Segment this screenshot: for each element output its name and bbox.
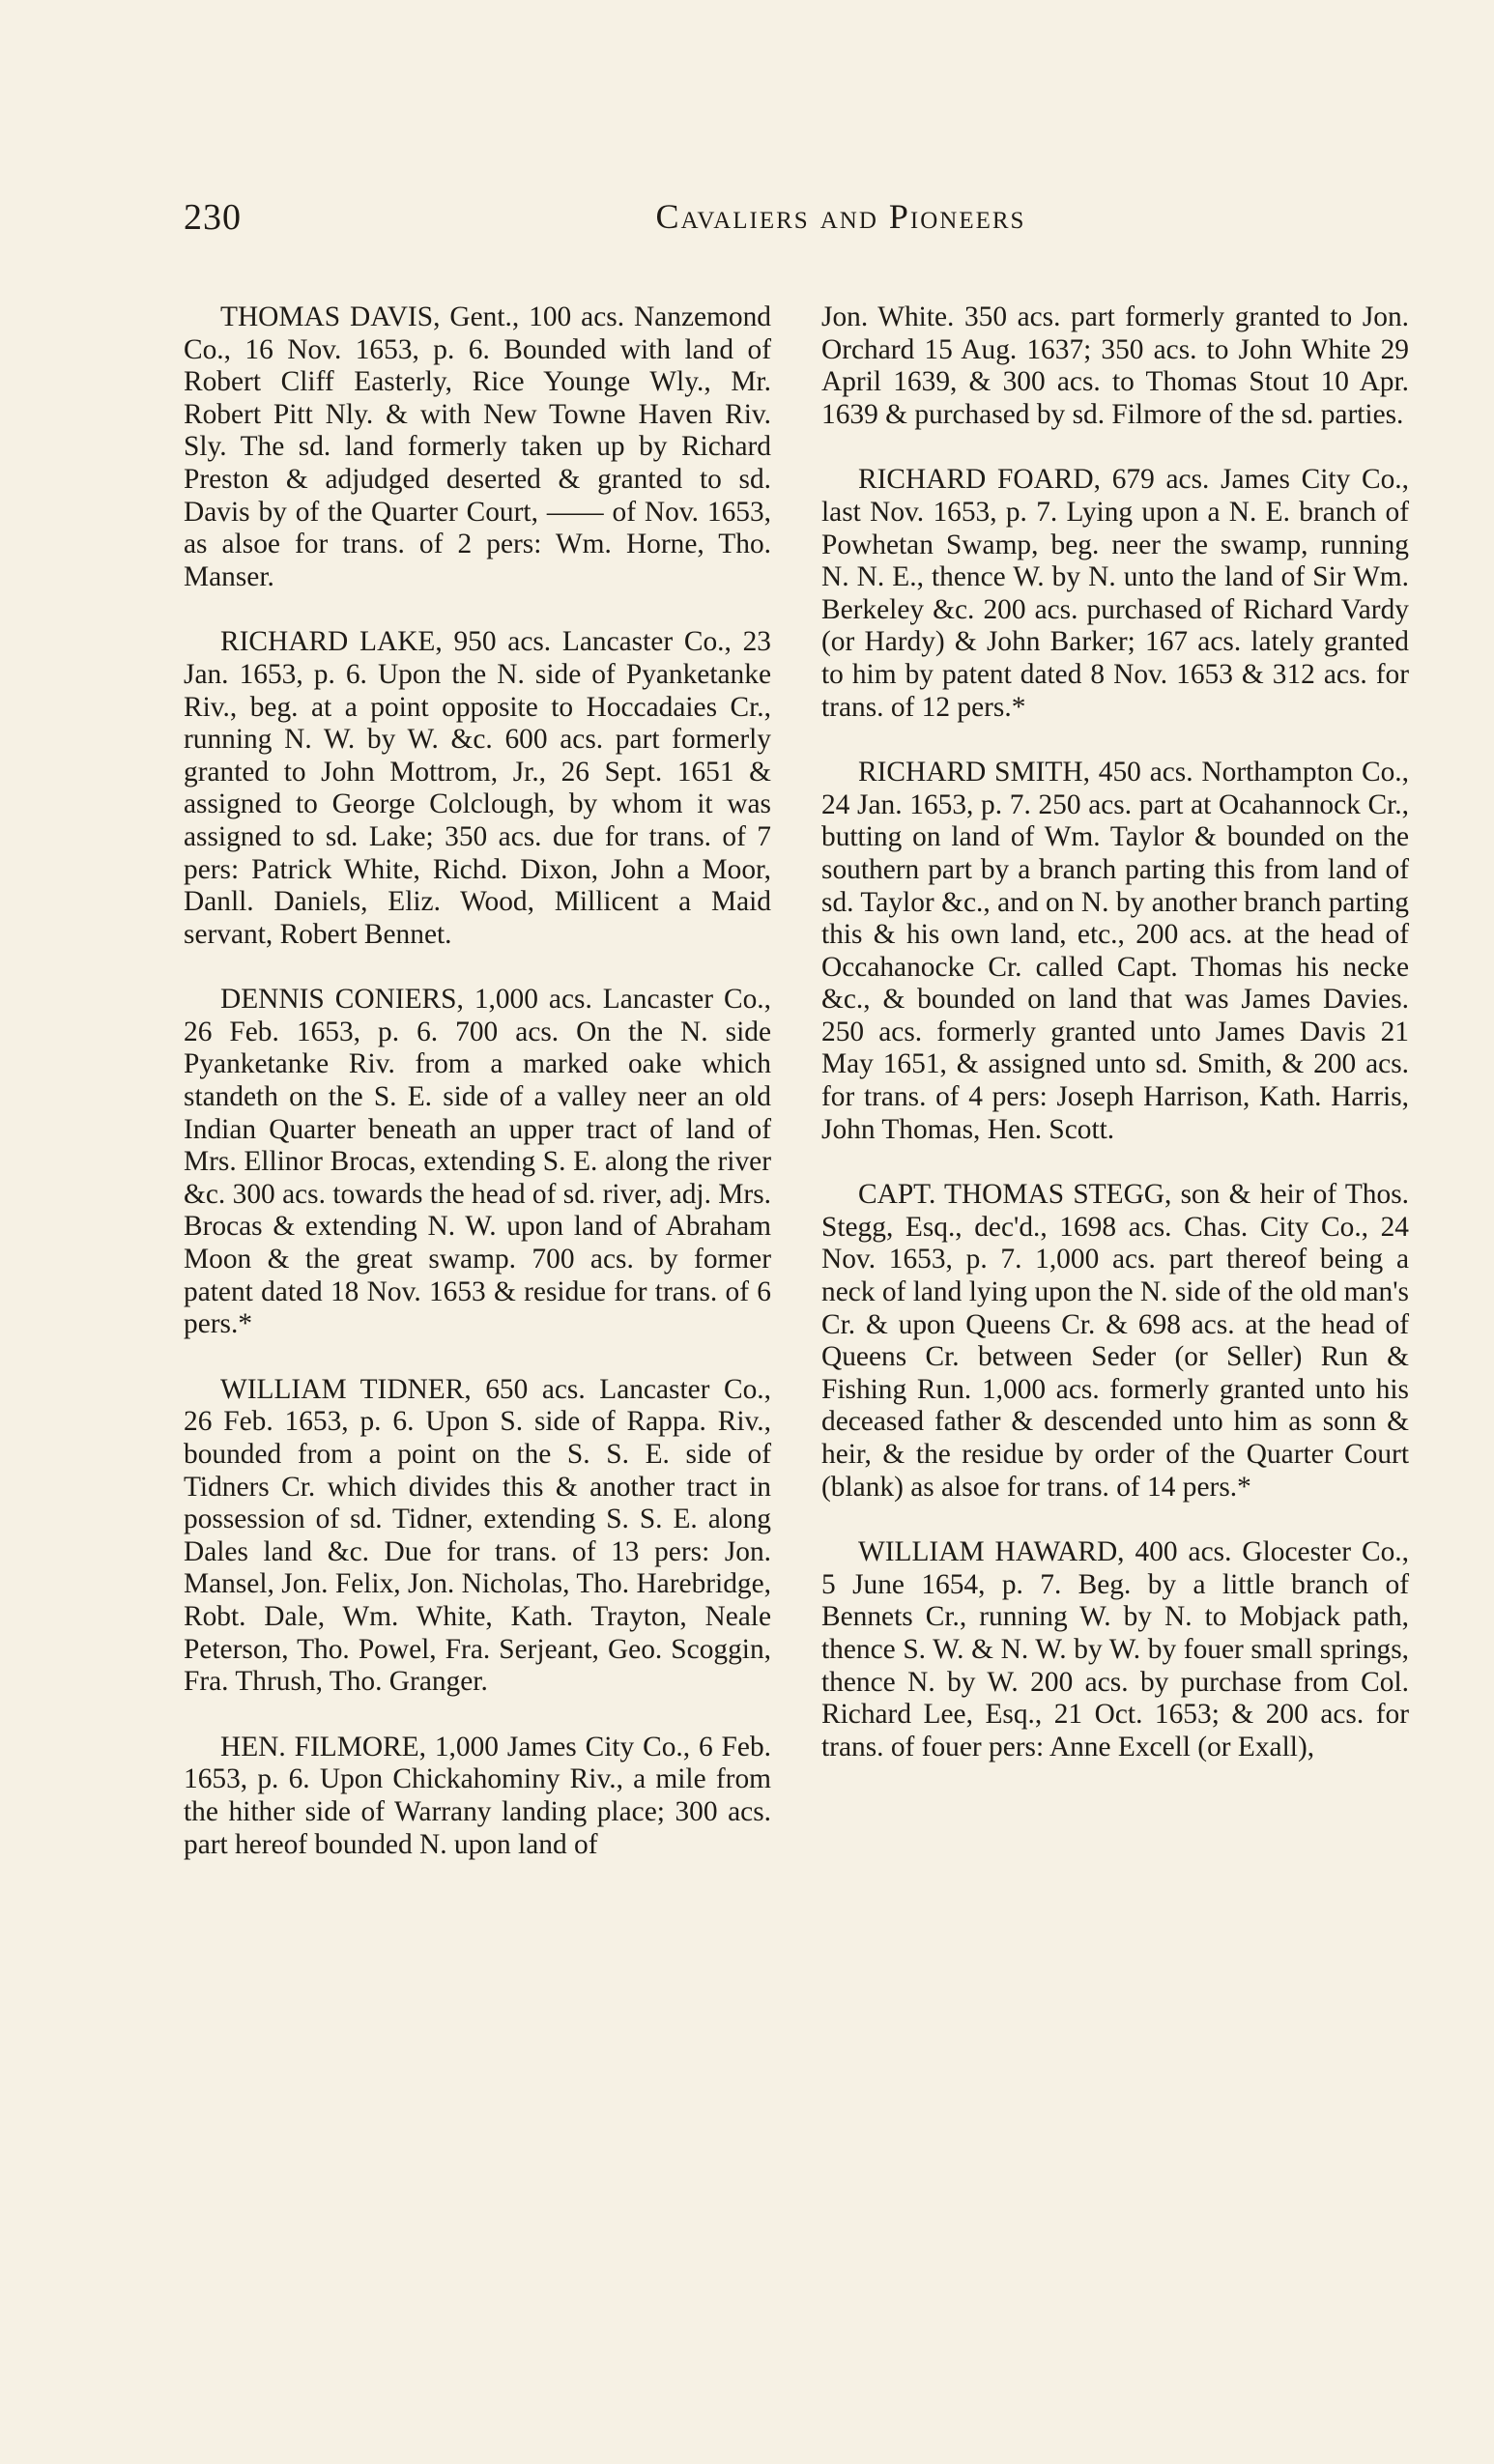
patent-entry-richard-lake: RICHARD LAKE, 950 acs. Lancaster Co., 23 Jan. 1653, p. 6. Upon the N. side of Pyanketanke Riv., beg. at a point opposite to Hoccadaies Cr., running N. W. by W. &c. 600 acs. part formerly granted to John Mottrom, Jr., 26 Sept. 1651 & assigned to George Colclough, by whom it was assigned to sd. Lake; 350 acs. due for trans. of 7 pers: Patrick White, Richd. Dixon, John a Moor, Danll. Daniels, Eliz. Wood, Millicent a Maid servant, Robert Bennet. [184, 626, 771, 950]
right-column [821, 301, 1409, 1796]
patent-entry-dennis-coniers: DENNIS CONIERS, 1,000 acs. Lancaster Co., 26 Feb. 1653, p. 6. 700 acs. On the N. side Pyanketanke Riv. from a marked oake which standeth on the S. E. side of a valley neer an old Indian Quarter beneath an upper tract of land of Mrs. Ellinor Brocas, extending S. E. along the river &c. 300 acs. towards the head of sd. river, adj. Mrs. Brocas & extending N. W. upon land of Abraham Moon & the great swamp. 700 acs. by former patent dated 18 Nov. 1653 & residue for trans. of 6 pers.* [184, 984, 771, 1340]
patent-entry-william-haward: WILLIAM HAWARD, 400 acs. Glocester Co., 5 June 1654, p. 7. Beg. by a little branch of Bennets Cr., running W. by N. to Mobjack path, thence S. W. & N. W. by W. by fouer small springs, thence N. by W. 200 acs. by purchase from Col. Richard Lee, Esq., 21 Oct. 1653; & 200 acs. for trans. of fouer pers: Anne Excell (or Exall), [821, 1536, 1409, 1762]
running-title: Cavaliers and Pioneers [655, 197, 1026, 236]
patent-entry-thomas-stegg: CAPT. THOMAS STEGG, son & heir of Thos. Stegg, Esq., dec'd., 1698 acs. Chas. City Co., 24 Nov. 1653, p. 7. 1,000 acs. part thereof being a neck of land lying upon the N. side of the old man's Cr. & upon Queens Cr. & 698 acs. at the head of Queens Cr. between Seder (or Seller) Run & Fishing Run. 1,000 acs. formerly granted unto his deceased father & descended unto him as sonn & heir, & the residue by order of the Quarter Court (blank) as alsoe for trans. of 14 pers.* [821, 1179, 1409, 1503]
left-column [184, 301, 771, 1894]
page-number: 230 [184, 197, 242, 238]
patent-entry-richard-foard: RICHARD FOARD, 679 acs. James City Co., last Nov. 1653, p. 7. Lying upon a N. E. branch of Powhetan Swamp, beg. neer the swamp, running N. N. E., thence W. by N. unto the land of Sir Wm. Berkeley &c. 200 acs. purchased of Richard Vardy (or Hardy) & John Barker; 167 acs. lately granted to him by patent dated 8 Nov. 1653 & 312 acs. for trans. of 12 pers.* [821, 464, 1409, 723]
patent-entry-thomas-davis: THOMAS DAVIS, Gent., 100 acs. Nanzemond Co., 16 Nov. 1653, p. 6. Bounded with land of Robert Cliff Easterly, Rice Younge Wly., Mr. Robert Pitt Nly. & with New Towne Haven Riv. Sly. The sd. land formerly taken up by Richard Preston & adjudged deserted & granted to sd. Davis by of the Quarter Court, —— of Nov. 1653, as alsoe for trans. of 2 pers: Wm. Horne, Tho. Manser. [184, 301, 771, 592]
page-header [184, 196, 1411, 254]
patent-entry-william-tidner: WILLIAM TIDNER, 650 acs. Lancaster Co., 26 Feb. 1653, p. 6. Upon S. side of Rappa. Riv., bounded from a point on the S. S. E. side of Tidners Cr. which divides this & another tract in possession of sd. Tidner, extending S. S. E. along Dales land &c. Due for trans. of 13 pers: Jon. Mansel, Jon. Felix, Jon. Nicholas, Tho. Harebridge, Robt. Dale, Wm. White, Kath. Trayton, Neale Peterson, Tho. Powel, Fra. Serjeant, Geo. Scoggin, Fra. Thrush, Tho. Granger. [184, 1373, 771, 1698]
patent-entry-richard-smith: RICHARD SMITH, 450 acs. Northampton Co., 24 Jan. 1653, p. 7. 250 acs. part at Ocahannock Cr., butting on land of Wm. Taylor & bounded on the southern part by a branch parting this from land of sd. Taylor &c., and on N. by another branch parting this & his own land, etc., 200 acs. at the head of Occahanocke Cr. called Capt. Thomas his necke &c., & bounded on land that was James Davies. 250 acs. formerly granted unto James Davis 21 May 1651, & assigned unto sd. Smith, & 200 acs. for trans. of 4 pers: Joseph Harrison, Kath. Harris, John Thomas, Hen. Scott. [821, 757, 1409, 1145]
patent-entry-hen-filmore: HEN. FILMORE, 1,000 James City Co., 6 Feb. 1653, p. 6. Upon Chickahominy Riv., a mile from the hither side of Warrany landing place; 300 acs. part hereof bounded N. upon land of [184, 1731, 771, 1860]
patent-entry-hen-filmore-continued: Jon. White. 350 acs. part formerly granted to Jon. Orchard 15 Aug. 1637; 350 acs. to John White 29 April 1639, & 300 acs. to Thomas Stout 10 Apr. 1639 & purchased by sd. Filmore of the sd. parties. [821, 301, 1409, 430]
